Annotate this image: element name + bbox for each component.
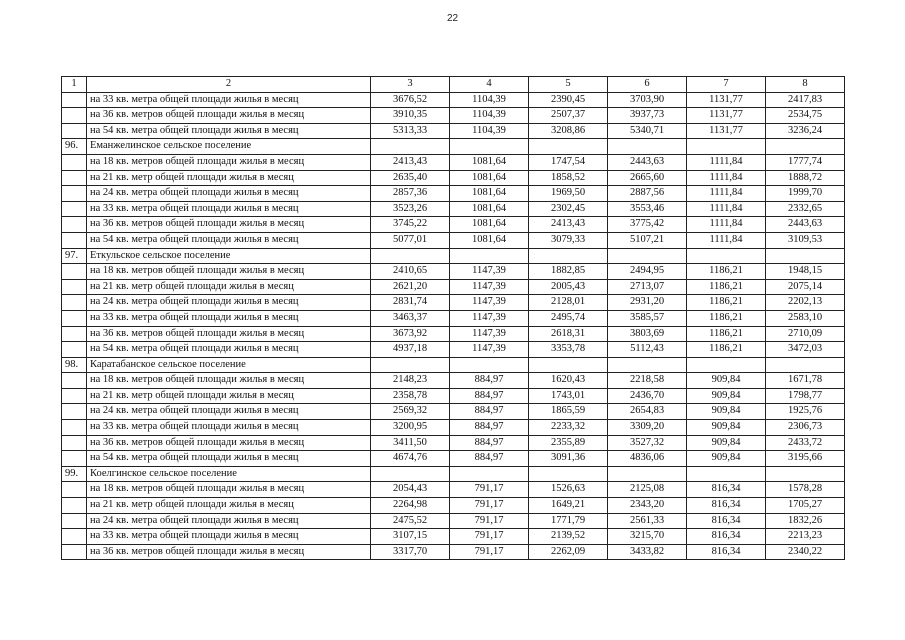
value-cell-col-4: 1147,39	[450, 295, 529, 311]
value-cell-col-6: 2436,70	[608, 388, 687, 404]
area-label: на 54 кв. метра общей площади жилья в месяц	[87, 123, 371, 139]
area-label: на 18 кв. метров общей площади жилья в месяц	[87, 154, 371, 170]
value-cell-col-3: 3107,15	[371, 529, 450, 545]
value-cell-col-4	[450, 466, 529, 482]
row-number	[62, 170, 87, 186]
value-cell-col-7	[687, 357, 766, 373]
value-cell-col-6: 2443,63	[608, 154, 687, 170]
value-cell-col-6: 3433,82	[608, 544, 687, 560]
value-cell-col-4	[450, 139, 529, 155]
value-cell-col-7: 1111,84	[687, 170, 766, 186]
settlement-name: Еманжелинское сельское поселение	[87, 139, 371, 155]
value-cell-col-6: 3553,46	[608, 201, 687, 217]
value-cell-col-5: 3353,78	[529, 342, 608, 358]
value-cell-col-7: 909,84	[687, 451, 766, 467]
table-row	[62, 186, 845, 202]
value-cell-col-8: 2583,10	[766, 310, 845, 326]
value-cell-col-6: 3937,73	[608, 108, 687, 124]
value-cell-col-7: 1111,84	[687, 154, 766, 170]
table-row	[62, 451, 845, 467]
row-number	[62, 279, 87, 295]
value-cell-col-8: 3236,24	[766, 123, 845, 139]
table-row	[62, 154, 845, 170]
value-cell-col-5: 1620,43	[529, 373, 608, 389]
value-cell-col-4: 1147,39	[450, 342, 529, 358]
value-cell-col-4: 1104,39	[450, 92, 529, 108]
table-row	[62, 92, 845, 108]
value-cell-col-5: 1526,63	[529, 482, 608, 498]
value-cell-col-7: 816,34	[687, 529, 766, 545]
value-cell-col-5: 1969,50	[529, 186, 608, 202]
value-cell-col-5: 1649,21	[529, 498, 608, 514]
value-cell-col-4: 1147,39	[450, 310, 529, 326]
area-label: на 54 кв. метра общей площади жилья в месяц	[87, 451, 371, 467]
value-cell-col-7: 816,34	[687, 498, 766, 514]
value-cell-col-6: 3703,90	[608, 92, 687, 108]
row-number	[62, 217, 87, 233]
value-cell-col-5	[529, 248, 608, 264]
row-number	[62, 310, 87, 326]
row-number: 98.	[62, 357, 87, 373]
table-row	[62, 264, 845, 280]
value-cell-col-4: 884,97	[450, 388, 529, 404]
row-number	[62, 201, 87, 217]
value-cell-col-6	[608, 466, 687, 482]
value-cell-col-4: 791,17	[450, 544, 529, 560]
row-number	[62, 482, 87, 498]
value-cell-col-4: 791,17	[450, 498, 529, 514]
area-label: на 24 кв. метра общей площади жилья в месяц	[87, 295, 371, 311]
row-number	[62, 498, 87, 514]
value-cell-col-4: 1081,64	[450, 170, 529, 186]
value-cell-col-5: 3079,33	[529, 232, 608, 248]
value-cell-col-4: 791,17	[450, 513, 529, 529]
value-cell-col-8: 2202,13	[766, 295, 845, 311]
value-cell-col-4: 884,97	[450, 373, 529, 389]
row-number	[62, 404, 87, 420]
value-cell-col-8: 1948,15	[766, 264, 845, 280]
column-header-3: 3	[371, 77, 450, 93]
value-cell-col-7: 909,84	[687, 435, 766, 451]
area-label: на 24 кв. метра общей площади жилья в месяц	[87, 513, 371, 529]
tariff-table	[61, 76, 845, 560]
value-cell-col-3: 2635,40	[371, 170, 450, 186]
value-cell-col-5	[529, 139, 608, 155]
table-row	[62, 217, 845, 233]
value-cell-col-8	[766, 139, 845, 155]
value-cell-col-7	[687, 248, 766, 264]
row-number	[62, 420, 87, 436]
value-cell-col-6: 2343,20	[608, 498, 687, 514]
table-row	[62, 279, 845, 295]
column-header-5: 5	[529, 77, 608, 93]
value-cell-col-4: 1081,64	[450, 232, 529, 248]
value-cell-col-3: 5077,01	[371, 232, 450, 248]
area-label: на 21 кв. метр общей площади жилья в месяц	[87, 498, 371, 514]
value-cell-col-4: 791,17	[450, 529, 529, 545]
value-cell-col-5: 2233,32	[529, 420, 608, 436]
value-cell-col-8: 1999,70	[766, 186, 845, 202]
area-label: на 54 кв. метра общей площади жилья в месяц	[87, 342, 371, 358]
value-cell-col-8: 2340,22	[766, 544, 845, 560]
value-cell-col-7: 1186,21	[687, 279, 766, 295]
row-number	[62, 388, 87, 404]
value-cell-col-6: 2561,33	[608, 513, 687, 529]
value-cell-col-8	[766, 466, 845, 482]
value-cell-col-3: 2831,74	[371, 295, 450, 311]
row-number: 99.	[62, 466, 87, 482]
table-row	[62, 201, 845, 217]
value-cell-col-5: 3091,36	[529, 451, 608, 467]
row-number	[62, 186, 87, 202]
value-cell-col-7: 1131,77	[687, 123, 766, 139]
row-number	[62, 154, 87, 170]
value-cell-col-6: 4836,06	[608, 451, 687, 467]
value-cell-col-4: 791,17	[450, 482, 529, 498]
value-cell-col-6	[608, 357, 687, 373]
value-cell-col-6: 5112,43	[608, 342, 687, 358]
value-cell-col-7: 816,34	[687, 513, 766, 529]
value-cell-col-6: 3775,42	[608, 217, 687, 233]
area-label: на 36 кв. метров общей площади жилья в месяц	[87, 217, 371, 233]
value-cell-col-8: 1705,27	[766, 498, 845, 514]
value-cell-col-8: 1832,26	[766, 513, 845, 529]
row-number	[62, 529, 87, 545]
value-cell-col-6: 2931,20	[608, 295, 687, 311]
value-cell-col-8: 1671,78	[766, 373, 845, 389]
area-label: на 21 кв. метр общей площади жилья в месяц	[87, 170, 371, 186]
section-row	[62, 357, 845, 373]
value-cell-col-3: 3676,52	[371, 92, 450, 108]
value-cell-col-6: 2713,07	[608, 279, 687, 295]
value-cell-col-6: 3585,57	[608, 310, 687, 326]
area-label: на 33 кв. метра общей площади жилья в месяц	[87, 92, 371, 108]
table-row	[62, 310, 845, 326]
value-cell-col-7: 909,84	[687, 404, 766, 420]
value-cell-col-8: 2534,75	[766, 108, 845, 124]
value-cell-col-5: 2139,52	[529, 529, 608, 545]
value-cell-col-3: 3200,95	[371, 420, 450, 436]
value-cell-col-5	[529, 357, 608, 373]
row-number	[62, 451, 87, 467]
area-label: на 33 кв. метра общей площади жилья в месяц	[87, 310, 371, 326]
value-cell-col-5: 2390,45	[529, 92, 608, 108]
area-label: на 18 кв. метров общей площади жилья в месяц	[87, 482, 371, 498]
row-number	[62, 326, 87, 342]
value-cell-col-5: 2005,43	[529, 279, 608, 295]
value-cell-col-5: 2302,45	[529, 201, 608, 217]
table-row	[62, 498, 845, 514]
value-cell-col-5: 1747,54	[529, 154, 608, 170]
table-row	[62, 420, 845, 436]
table-row	[62, 295, 845, 311]
area-label: на 18 кв. метров общей площади жилья в месяц	[87, 373, 371, 389]
column-header-7: 7	[687, 77, 766, 93]
value-cell-col-3: 2358,78	[371, 388, 450, 404]
value-cell-col-8: 2332,65	[766, 201, 845, 217]
value-cell-col-3	[371, 139, 450, 155]
table-body	[62, 92, 845, 560]
value-cell-col-6: 2494,95	[608, 264, 687, 280]
value-cell-col-6: 2654,83	[608, 404, 687, 420]
area-label: на 21 кв. метр общей площади жилья в месяц	[87, 388, 371, 404]
value-cell-col-4: 1081,64	[450, 186, 529, 202]
value-cell-col-7: 1111,84	[687, 201, 766, 217]
value-cell-col-6	[608, 139, 687, 155]
value-cell-col-5: 1882,85	[529, 264, 608, 280]
row-number	[62, 295, 87, 311]
value-cell-col-8	[766, 248, 845, 264]
area-label: на 54 кв. метра общей площади жилья в месяц	[87, 232, 371, 248]
row-number	[62, 232, 87, 248]
value-cell-col-4: 884,97	[450, 420, 529, 436]
value-cell-col-4	[450, 357, 529, 373]
value-cell-col-6: 3309,20	[608, 420, 687, 436]
value-cell-col-3: 3523,26	[371, 201, 450, 217]
row-number	[62, 435, 87, 451]
value-cell-col-5: 2262,09	[529, 544, 608, 560]
value-cell-col-3: 3910,35	[371, 108, 450, 124]
settlement-name: Еткульское сельское поселение	[87, 248, 371, 264]
table-row	[62, 123, 845, 139]
table-row	[62, 373, 845, 389]
table-row	[62, 544, 845, 560]
value-cell-col-7	[687, 466, 766, 482]
value-cell-col-5: 2355,89	[529, 435, 608, 451]
value-cell-col-8: 1798,77	[766, 388, 845, 404]
value-cell-col-5: 1771,79	[529, 513, 608, 529]
value-cell-col-3: 4674,76	[371, 451, 450, 467]
area-label: на 18 кв. метров общей площади жилья в месяц	[87, 264, 371, 280]
value-cell-col-3: 3411,50	[371, 435, 450, 451]
area-label: на 24 кв. метра общей площади жилья в месяц	[87, 404, 371, 420]
row-number	[62, 544, 87, 560]
value-cell-col-4: 1081,64	[450, 154, 529, 170]
section-row	[62, 248, 845, 264]
value-cell-col-3: 2264,98	[371, 498, 450, 514]
value-cell-col-7: 1111,84	[687, 217, 766, 233]
value-cell-col-6: 5340,71	[608, 123, 687, 139]
table-row	[62, 326, 845, 342]
value-cell-col-5	[529, 466, 608, 482]
value-cell-col-6: 2125,08	[608, 482, 687, 498]
value-cell-col-4: 884,97	[450, 435, 529, 451]
value-cell-col-5: 2128,01	[529, 295, 608, 311]
value-cell-col-3: 3745,22	[371, 217, 450, 233]
value-cell-col-8: 1925,76	[766, 404, 845, 420]
value-cell-col-8: 2443,63	[766, 217, 845, 233]
value-cell-col-8: 1578,28	[766, 482, 845, 498]
section-row	[62, 466, 845, 482]
table-row	[62, 232, 845, 248]
row-number	[62, 108, 87, 124]
value-cell-col-6: 5107,21	[608, 232, 687, 248]
value-cell-col-7: 1186,21	[687, 295, 766, 311]
value-cell-col-7: 1131,77	[687, 92, 766, 108]
value-cell-col-6: 3215,70	[608, 529, 687, 545]
value-cell-col-7: 909,84	[687, 388, 766, 404]
column-header-2: 2	[87, 77, 371, 93]
value-cell-col-5: 2618,31	[529, 326, 608, 342]
value-cell-col-3	[371, 466, 450, 482]
value-cell-col-7: 1186,21	[687, 310, 766, 326]
area-label: на 36 кв. метров общей площади жилья в месяц	[87, 108, 371, 124]
value-cell-col-4: 1147,39	[450, 279, 529, 295]
row-number	[62, 342, 87, 358]
value-cell-col-4: 1147,39	[450, 326, 529, 342]
area-label: на 36 кв. метров общей площади жилья в месяц	[87, 326, 371, 342]
value-cell-col-6	[608, 248, 687, 264]
value-cell-col-4: 1104,39	[450, 123, 529, 139]
value-cell-col-7: 909,84	[687, 420, 766, 436]
table-row	[62, 435, 845, 451]
value-cell-col-5: 1743,01	[529, 388, 608, 404]
table-row	[62, 482, 845, 498]
value-cell-col-8: 2710,09	[766, 326, 845, 342]
value-cell-col-4: 1081,64	[450, 201, 529, 217]
table-row	[62, 513, 845, 529]
value-cell-col-6: 3803,69	[608, 326, 687, 342]
row-number	[62, 373, 87, 389]
value-cell-col-8: 2417,83	[766, 92, 845, 108]
page-number: 22	[446, 13, 459, 24]
value-cell-col-8: 2433,72	[766, 435, 845, 451]
value-cell-col-3: 2621,20	[371, 279, 450, 295]
value-cell-col-3	[371, 248, 450, 264]
value-cell-col-3: 2475,52	[371, 513, 450, 529]
value-cell-col-4: 884,97	[450, 404, 529, 420]
row-number: 96.	[62, 139, 87, 155]
value-cell-col-4: 884,97	[450, 451, 529, 467]
column-header-1: 1	[62, 77, 87, 93]
value-cell-col-6: 2665,60	[608, 170, 687, 186]
value-cell-col-4: 1104,39	[450, 108, 529, 124]
value-cell-col-3: 2410,65	[371, 264, 450, 280]
value-cell-col-4	[450, 248, 529, 264]
value-cell-col-7: 909,84	[687, 373, 766, 389]
value-cell-col-7	[687, 139, 766, 155]
value-cell-col-6: 2218,58	[608, 373, 687, 389]
table-row	[62, 404, 845, 420]
value-cell-col-8: 3195,66	[766, 451, 845, 467]
row-number	[62, 513, 87, 529]
value-cell-col-7: 816,34	[687, 544, 766, 560]
row-number	[62, 92, 87, 108]
value-cell-col-7: 1186,21	[687, 342, 766, 358]
value-cell-col-3: 3317,70	[371, 544, 450, 560]
table-row	[62, 108, 845, 124]
value-cell-col-8: 2306,73	[766, 420, 845, 436]
value-cell-col-7: 816,34	[687, 482, 766, 498]
value-cell-col-8: 2075,14	[766, 279, 845, 295]
value-cell-col-5: 3208,86	[529, 123, 608, 139]
column-header-4: 4	[450, 77, 529, 93]
area-label: на 21 кв. метр общей площади жилья в месяц	[87, 279, 371, 295]
row-number: 97.	[62, 248, 87, 264]
value-cell-col-7: 1186,21	[687, 326, 766, 342]
area-label: на 33 кв. метра общей площади жилья в месяц	[87, 529, 371, 545]
value-cell-col-5: 2507,37	[529, 108, 608, 124]
value-cell-col-3: 2054,43	[371, 482, 450, 498]
header-row	[62, 77, 845, 93]
table-row	[62, 170, 845, 186]
value-cell-col-4: 1147,39	[450, 264, 529, 280]
value-cell-col-8	[766, 357, 845, 373]
column-header-8: 8	[766, 77, 845, 93]
value-cell-col-5: 1858,52	[529, 170, 608, 186]
value-cell-col-7: 1111,84	[687, 186, 766, 202]
value-cell-col-6: 3527,32	[608, 435, 687, 451]
value-cell-col-3: 4937,18	[371, 342, 450, 358]
value-cell-col-3: 3673,92	[371, 326, 450, 342]
value-cell-col-3: 5313,33	[371, 123, 450, 139]
value-cell-col-7: 1111,84	[687, 232, 766, 248]
value-cell-col-3: 2413,43	[371, 154, 450, 170]
value-cell-col-8: 3109,53	[766, 232, 845, 248]
value-cell-col-3: 2857,36	[371, 186, 450, 202]
section-row	[62, 139, 845, 155]
value-cell-col-5: 1865,59	[529, 404, 608, 420]
column-header-6: 6	[608, 77, 687, 93]
row-number	[62, 123, 87, 139]
value-cell-col-4: 1081,64	[450, 217, 529, 233]
settlement-name: Каратабанское сельское поселение	[87, 357, 371, 373]
value-cell-col-3: 3463,37	[371, 310, 450, 326]
value-cell-col-7: 1186,21	[687, 264, 766, 280]
value-cell-col-8: 3472,03	[766, 342, 845, 358]
area-label: на 33 кв. метра общей площади жилья в месяц	[87, 201, 371, 217]
value-cell-col-6: 2887,56	[608, 186, 687, 202]
area-label: на 36 кв. метров общей площади жилья в месяц	[87, 435, 371, 451]
value-cell-col-8: 2213,23	[766, 529, 845, 545]
area-label: на 24 кв. метра общей площади жилья в месяц	[87, 186, 371, 202]
value-cell-col-5: 2495,74	[529, 310, 608, 326]
table-row	[62, 342, 845, 358]
area-label: на 36 кв. метров общей площади жилья в месяц	[87, 544, 371, 560]
row-number	[62, 264, 87, 280]
value-cell-col-8: 1888,72	[766, 170, 845, 186]
value-cell-col-7: 1131,77	[687, 108, 766, 124]
value-cell-col-5: 2413,43	[529, 217, 608, 233]
table-row	[62, 388, 845, 404]
value-cell-col-8: 1777,74	[766, 154, 845, 170]
value-cell-col-3: 2148,23	[371, 373, 450, 389]
area-label: на 33 кв. метра общей площади жилья в месяц	[87, 420, 371, 436]
settlement-name: Коелгинское сельское поселение	[87, 466, 371, 482]
value-cell-col-3	[371, 357, 450, 373]
value-cell-col-3: 2569,32	[371, 404, 450, 420]
table-row	[62, 529, 845, 545]
